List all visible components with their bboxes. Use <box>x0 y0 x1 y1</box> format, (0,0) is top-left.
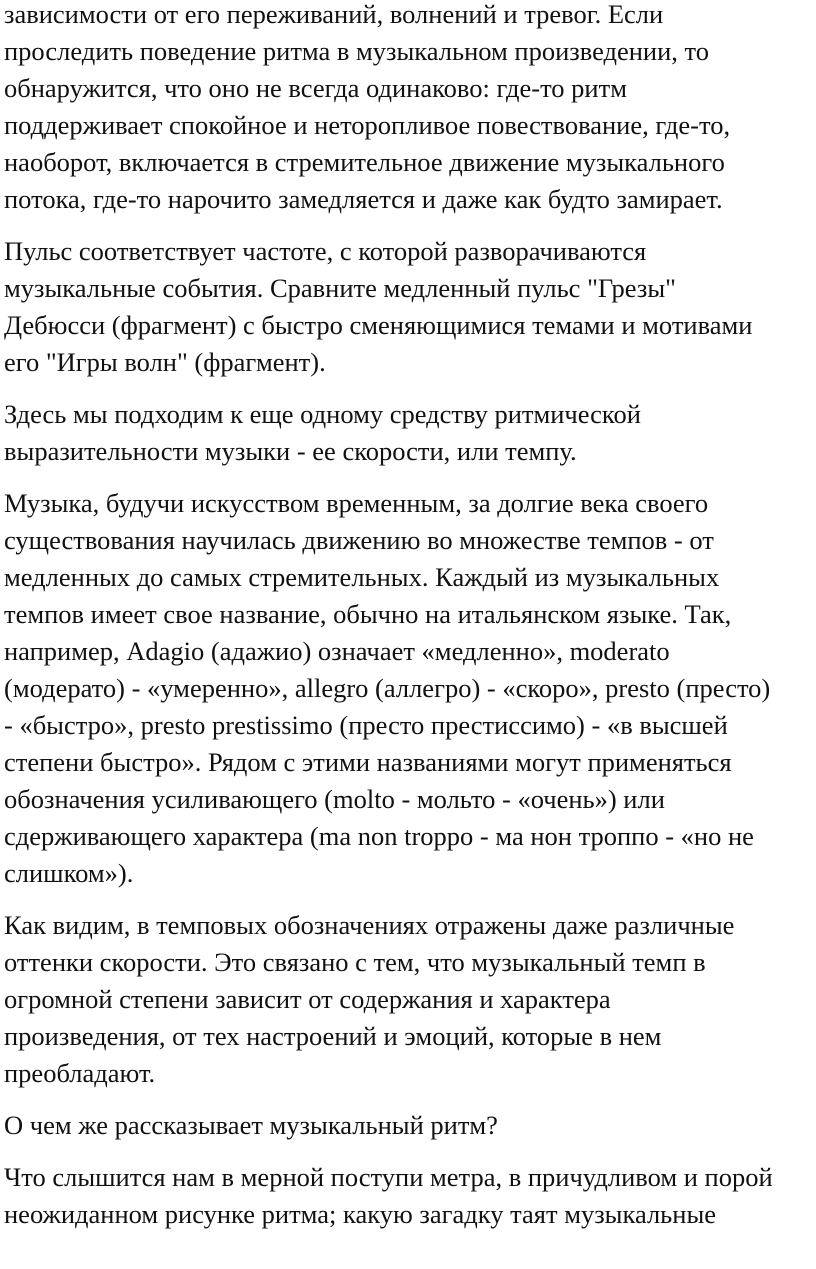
paragraph-spacer <box>4 892 812 907</box>
text-line: проследить поведение ритма в музыкальном произведении, то <box>4 36 710 66</box>
text-line: огромной степени зависит от содержания и характера <box>4 984 611 1014</box>
text-line: сдерживающего характера (ma non troppo - ма нон троппо - «но не <box>4 821 754 851</box>
text-line: Здесь мы подходим к еще одному средству ритмической <box>4 399 641 429</box>
text-line: существования научилась движению во множестве темпов - от <box>4 525 714 555</box>
paragraph-1 <box>4 0 812 218</box>
paragraph-spacer <box>4 218 812 233</box>
paragraph-4 <box>4 485 812 892</box>
paragraph-7 <box>4 1159 812 1233</box>
text-line: обнаружится, что оно не всегда одинаково: где-то ритм <box>4 73 627 103</box>
text-line: например, Adagio (адажио) означает «медленно», moderato <box>4 636 670 666</box>
text-line: - «быстро», presto prestissimo (престо престиссимо) - «в высшей <box>4 710 728 740</box>
text-line: произведения, от тех настроений и эмоций, которые в нем <box>4 1021 662 1051</box>
text-line: медленных до самых стремительных. Каждый из музыкальных <box>4 562 720 592</box>
paragraph-spacer <box>4 470 812 485</box>
text-line: Музыка, будучи искусством временным, за долгие века своего <box>4 488 709 518</box>
text-line: Что слышится нам в мерной поступи метра, в причудливом и порой <box>4 1162 773 1192</box>
text-line: О чем же рассказывает музыкальный ритм? <box>4 1110 498 1140</box>
paragraph-5 <box>4 907 812 1092</box>
text-line: наоборот, включается в стремительное движение музыкального <box>4 147 725 177</box>
text-line: поддерживает спокойное и неторопливое повествование, где-то, <box>4 110 731 140</box>
paragraph-spacer <box>4 381 812 396</box>
text-line: потока, где-то нарочито замедляется и даже как будто замирает. <box>4 184 723 214</box>
text-line: степени быстро». Рядом с этими названиями могут применяться <box>4 747 732 777</box>
paragraph-spacer <box>4 1092 812 1107</box>
text-line: (модерато) - «умеренно», allegro (аллегро) - «скоро», presto (престо) <box>4 673 771 703</box>
text-line: Дебюсси (фрагмент) с быстро сменяющимися темами и мотивами <box>4 310 753 340</box>
text-line: его "Игры волн" (фрагмент). <box>4 347 326 377</box>
paragraph-3 <box>4 396 812 470</box>
text-line: выразительности музыки - ее скорости, или темпу. <box>4 436 577 466</box>
text-line: Пульс соответствует частоте, с которой разворачиваются <box>4 236 647 266</box>
text-line: музыкальные события. Сравните медленный пульс "Грезы" <box>4 273 676 303</box>
paragraph-6 <box>4 1107 812 1144</box>
text-line: зависимости от его переживаний, волнений и тревог. Если <box>4 0 664 29</box>
paragraph-2 <box>4 233 812 381</box>
text-line: оттенки скорости. Это связано с тем, что музыкальный темп в <box>4 947 706 977</box>
text-line: обозначения усиливающего (molto - мольто - «очень») или <box>4 784 665 814</box>
text-line: темпов имеет свое название, обычно на итальянском языке. Так, <box>4 599 732 629</box>
text-line: преобладают. <box>4 1058 156 1088</box>
paragraph-spacer <box>4 1144 812 1159</box>
text-line: неожиданном рисунке ритма; какую загадку таят музыкальные <box>4 1199 717 1229</box>
text-line: слишком»). <box>4 858 134 888</box>
text-line: Как видим, в темповых обозначениях отражены даже различные <box>4 910 735 940</box>
